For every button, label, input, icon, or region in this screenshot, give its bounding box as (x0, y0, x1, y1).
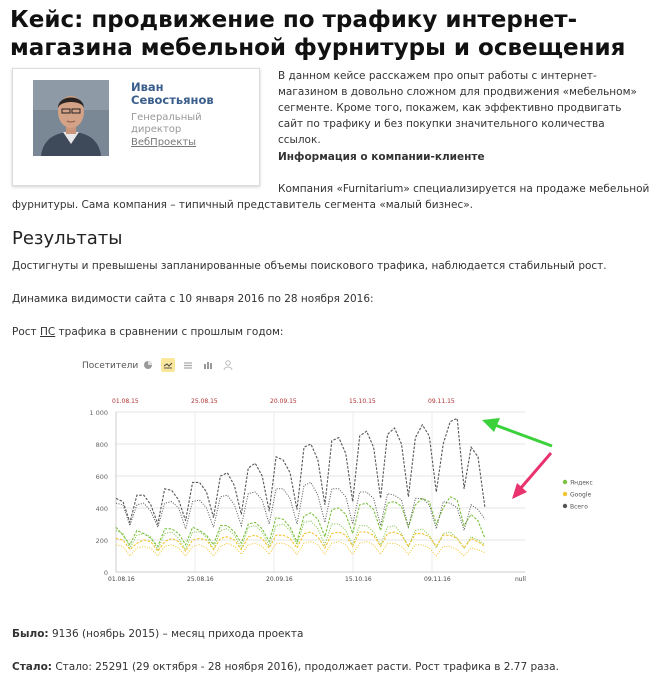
y-tick-label: 800 (95, 441, 108, 449)
top-date-label: 09.11.15 (428, 398, 455, 405)
client-heading: Информация о компании-клиенте (278, 151, 485, 163)
top-date-label: 25.08.15 (191, 398, 218, 405)
top-date-label: 20.09.15 (270, 398, 297, 405)
now-line (12, 659, 559, 675)
legend-label: Яндекс (570, 479, 593, 487)
y-tick-label: 400 (95, 505, 108, 513)
was-label: Было: (12, 628, 49, 640)
top-date-label: 15.10.15 (349, 398, 376, 405)
author-photo (33, 80, 109, 156)
pink-arrow-line (520, 453, 551, 489)
legend-marker (563, 504, 567, 508)
growth-text-post: трафика в сравнении с прошлым годом: (55, 326, 284, 338)
author-avatar (33, 80, 109, 156)
legend-marker (563, 480, 567, 484)
author-company-link[interactable]: ВебПроекты (131, 137, 197, 148)
author-card (12, 68, 260, 186)
series-line-Google (116, 542, 485, 556)
growth-text (12, 324, 283, 340)
bottom-date-label: 09.11.16 (424, 576, 451, 583)
series-line-Всего (116, 482, 485, 530)
visitors-label: Посетители (82, 361, 139, 371)
y-tick-label: 1 000 (89, 409, 108, 417)
was-text: 9136 (ноябрь 2015) – месяц прихода проекта (48, 628, 304, 640)
client-text-line1: Компания «Furnitarium» специализируется на продаже мебельной (278, 183, 650, 195)
article-title: Кейс: продвижение по трафику интернет-магазина мебельной фурнитуры и освещения (10, 7, 626, 61)
author-role-line1: Генеральный (131, 112, 202, 123)
pie-icon[interactable] (141, 358, 155, 372)
author-name[interactable] (131, 81, 214, 107)
user-icon[interactable] (221, 358, 235, 372)
y-tick-label: 200 (95, 537, 108, 545)
was-line (12, 626, 303, 642)
ps-link[interactable]: ПС (39, 326, 56, 338)
traffic-chart (80, 393, 593, 588)
author-last-name: Севостьянов (131, 93, 214, 107)
results-heading: Результаты (12, 228, 123, 249)
bar-chart-icon[interactable] (201, 358, 215, 372)
legend-marker (563, 492, 567, 496)
legend-label: Google (570, 491, 592, 499)
y-tick-label: 0 (103, 569, 108, 577)
legend-label: Всего (570, 503, 588, 511)
dynamics-text: Динамика видимости сайта с 10 января 2016 по 28 ноября 2016: (12, 293, 374, 305)
bottom-date-label: 01.08.16 (108, 576, 135, 583)
results-text: Достигнуты и превышены запланированные объемы поискового трафика, наблюдается стабильный рост. (12, 260, 607, 272)
author-role-line2: директор (131, 124, 182, 135)
area-chart-icon[interactable] (181, 358, 195, 372)
line-chart-icon[interactable] (161, 358, 175, 372)
bottom-date-label: null (515, 576, 526, 583)
author-first-name: Иван (131, 80, 164, 94)
author-role (131, 112, 202, 136)
bottom-date-label: 20.09.16 (266, 576, 293, 583)
bottom-date-label: 15.10.16 (345, 576, 372, 583)
client-text-line2: фурнитуры. Сама компания – типичный представитель сегмента «малый бизнес». (12, 199, 474, 211)
intro-paragraph: В данном кейсе расскажем про опыт работы с интернет-магазином в довольно сложном для продвижения «мебельном» сегменте. Кроме того, покажем, как эффективно продвигать сайт по трафику и без покупки значительного количества ссылок. (278, 70, 637, 146)
bottom-date-label: 25.08.16 (187, 576, 214, 583)
growth-text-pre: Рост (12, 326, 40, 338)
y-tick-label: 600 (95, 473, 108, 481)
green-arrow-line (495, 425, 552, 446)
now-label: Стало: (12, 661, 52, 673)
now-text: Стало: 25291 (29 октября - 28 ноября 2016), продолжает расти. Рост трафика в 2.77 раза. (51, 661, 559, 673)
top-date-label: 01.08.15 (112, 398, 139, 405)
